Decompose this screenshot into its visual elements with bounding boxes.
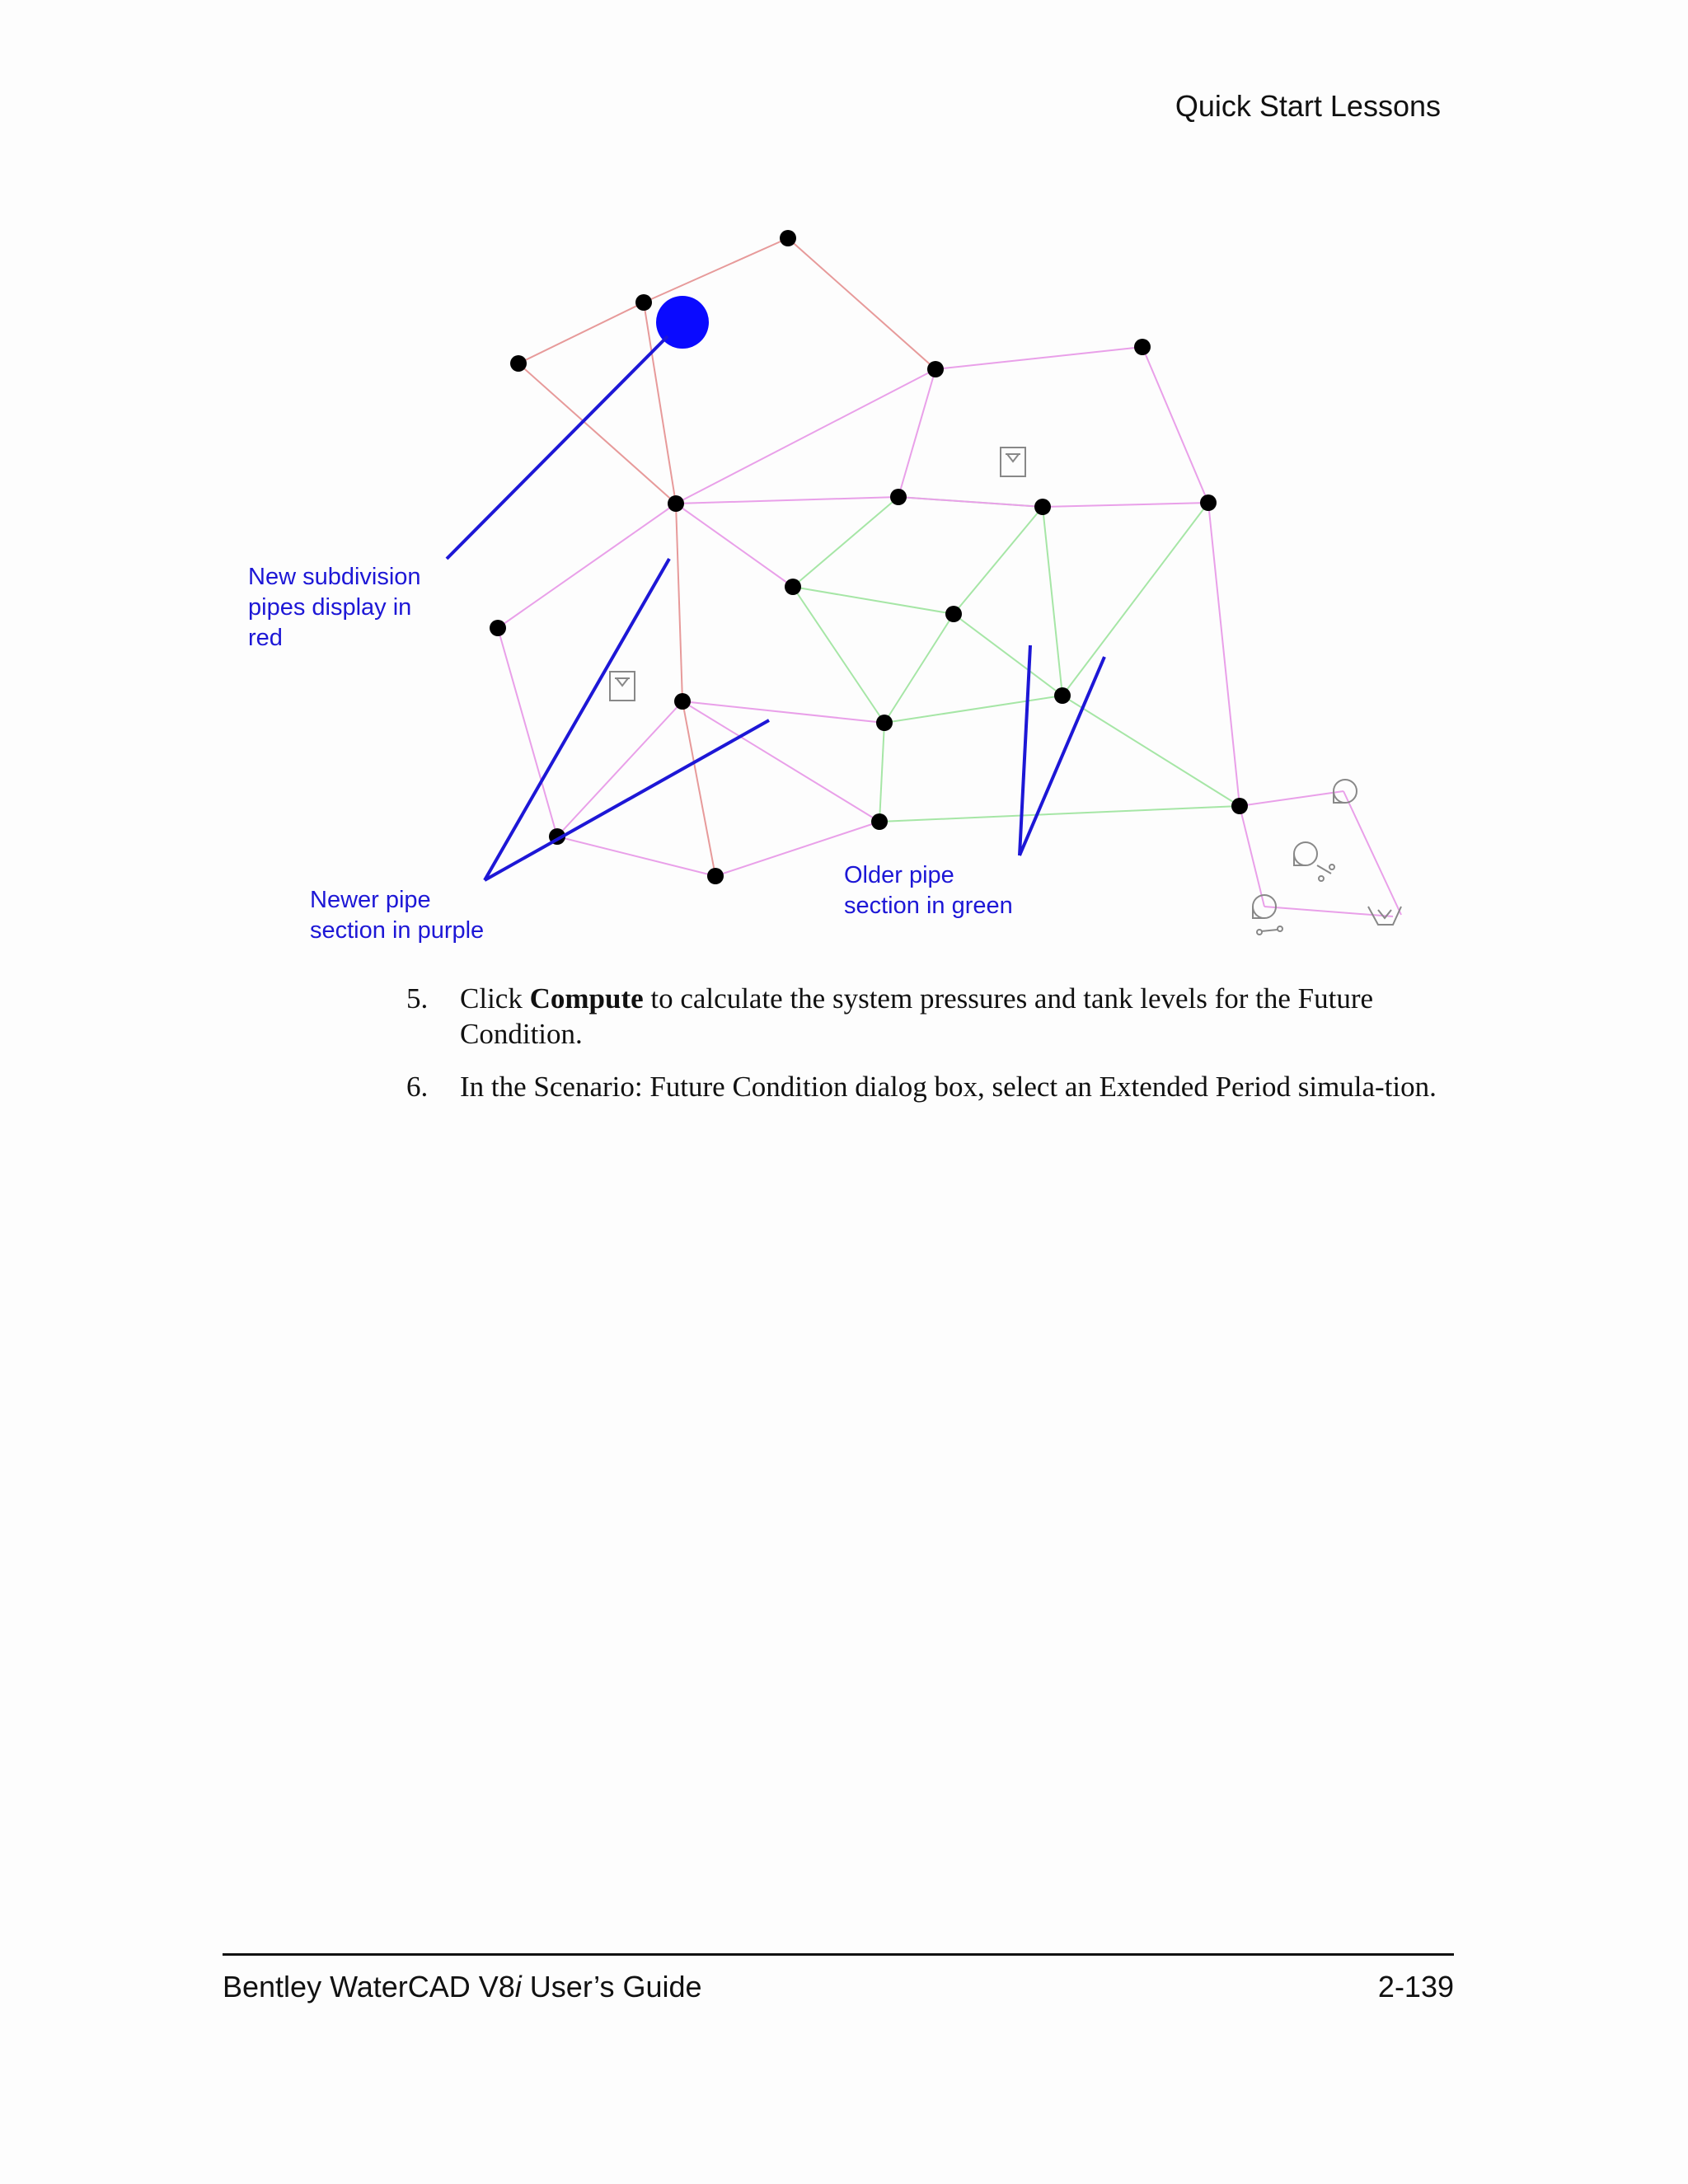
- junction-node: [1231, 798, 1248, 814]
- step-number: 5.: [406, 982, 429, 1015]
- callout-leader-line: [485, 559, 669, 880]
- newer-pipe-segment: [898, 369, 935, 497]
- callout-arrows: [447, 336, 1104, 880]
- step-text: to calculate the system pressures and tank levels for the Future Condition.: [460, 982, 1374, 1050]
- callout-line: pipes display in: [248, 594, 412, 621]
- footer-rule: [223, 1953, 1454, 1956]
- newer-pipe-segment: [1240, 791, 1343, 806]
- newer-pipe-segment: [1142, 347, 1208, 503]
- junction-node: [1200, 494, 1217, 511]
- pump-icon: [1294, 842, 1334, 881]
- newer-pipe-segment: [498, 504, 676, 628]
- step-item: [406, 1069, 1445, 1104]
- junction-node: [785, 579, 801, 595]
- junction-node: [890, 489, 907, 505]
- junction-node: [945, 606, 962, 622]
- tank-icon: [1001, 448, 1025, 476]
- newer-pipe-segment: [1240, 806, 1264, 907]
- pipe-network: [498, 238, 1401, 916]
- tank-icon: [610, 672, 635, 701]
- older-pipe-segment: [1062, 696, 1240, 806]
- step-command: Compute: [529, 982, 644, 1015]
- callout-line: Newer pipe: [310, 887, 431, 913]
- older-pipe-segment: [1043, 507, 1062, 696]
- network-diagram: [0, 0, 1688, 972]
- footer-page-number: 2-139: [1377, 1970, 1454, 2004]
- callout-line: section in green: [844, 893, 1013, 919]
- junction-node: [1134, 339, 1151, 355]
- newer-pipe-segment: [676, 504, 793, 587]
- footer-guide-title: [223, 1970, 702, 2004]
- pump-icon: [1253, 895, 1282, 935]
- step-item: [406, 981, 1445, 1052]
- network-figure: [0, 0, 1688, 972]
- junction-node: [780, 230, 796, 246]
- footer-guide-prefix: Bentley WaterCAD V8: [223, 1970, 515, 2004]
- step-text: Click: [460, 982, 530, 1015]
- green-pipe-callout: [844, 860, 1013, 921]
- older-pipe-segment: [793, 497, 898, 587]
- junction-node: [510, 355, 527, 372]
- newer-pipe-segment: [1043, 503, 1208, 507]
- older-pipe-segment: [1062, 503, 1208, 696]
- junction-node: [668, 495, 684, 512]
- running-header: Quick Start Lessons: [1175, 89, 1441, 123]
- footer-guide-italic: i: [514, 1970, 522, 2004]
- newer-pipe-segment: [676, 497, 898, 504]
- junction-node: [635, 294, 652, 311]
- step-number: 6.: [406, 1071, 429, 1103]
- procedure-steps: [406, 981, 1445, 1122]
- callout-line: New subdivision: [248, 564, 421, 590]
- callout-line: section in purple: [310, 917, 485, 944]
- newer-pipe-segment: [1343, 791, 1401, 915]
- new-subdivision-pipe-segment: [788, 238, 935, 369]
- new-subdivision-pipe-segment: [682, 701, 715, 876]
- junction-node: [1034, 499, 1051, 515]
- newer-pipe-segment: [898, 497, 1043, 507]
- junction-node: [674, 693, 691, 710]
- junction-node: [1054, 687, 1071, 704]
- pump-icon: [1334, 780, 1357, 803]
- new-subdivision-pipe-segment: [518, 363, 676, 504]
- older-pipe-segment: [954, 614, 1062, 696]
- newer-pipe-segment: [1208, 503, 1240, 806]
- newer-pipe-segment: [676, 369, 935, 504]
- newer-pipe-segment: [557, 837, 715, 876]
- older-pipe-segment: [793, 587, 884, 723]
- new-subdivision-pipe-segment: [518, 302, 644, 363]
- junction-node: [876, 715, 893, 731]
- older-pipe-segment: [954, 507, 1043, 614]
- callout-leader-line: [485, 720, 769, 880]
- older-pipe-segment: [879, 723, 884, 822]
- junction-node: [927, 361, 944, 377]
- junction-node: [871, 813, 888, 830]
- older-pipe-segment: [879, 806, 1240, 822]
- callout-line: red: [248, 625, 283, 651]
- step-text: In the Scenario: Future Condition dialog box, select an Extended Period simula-tion.: [460, 1071, 1437, 1103]
- older-pipe-segment: [884, 696, 1062, 723]
- new-subdivision-pipe-segment: [644, 238, 788, 302]
- purple-pipe-callout: [310, 885, 484, 946]
- footer-guide-suffix: User’s Guide: [521, 1970, 702, 2004]
- older-pipe-segment: [793, 587, 954, 614]
- junction-node: [490, 620, 506, 636]
- junction-node: [707, 868, 724, 884]
- newer-pipe-segment: [935, 347, 1142, 369]
- red-pipe-callout: [248, 562, 421, 654]
- callout-leader-line: [1020, 645, 1030, 855]
- older-pipe-segment: [884, 614, 954, 723]
- callout-line: Older pipe: [844, 862, 954, 888]
- new-subdivision-pipe-segment: [676, 504, 682, 701]
- callout-leader-line: [447, 336, 668, 559]
